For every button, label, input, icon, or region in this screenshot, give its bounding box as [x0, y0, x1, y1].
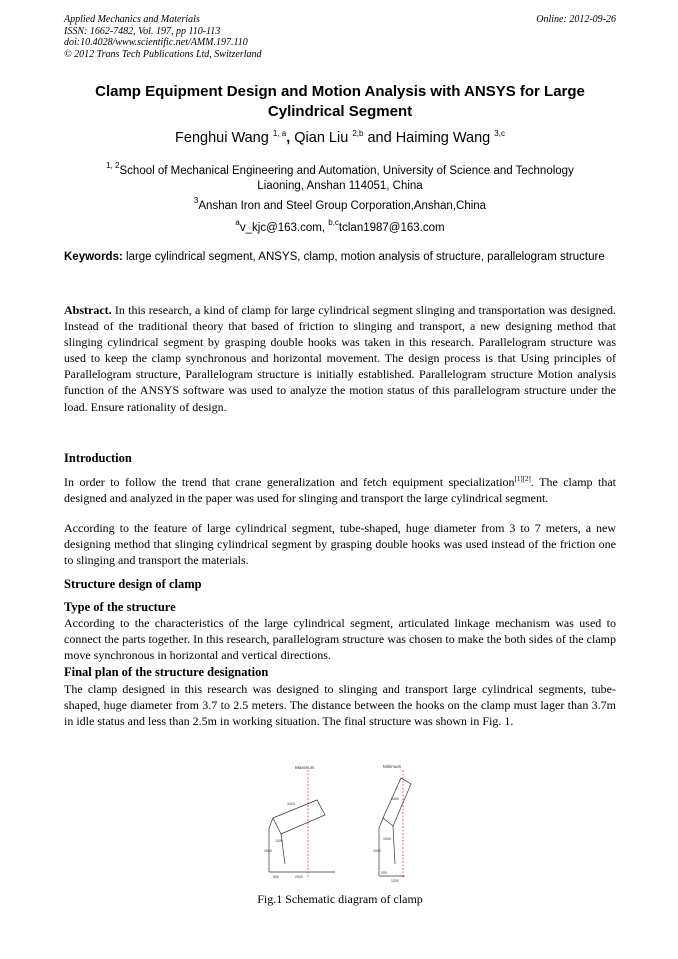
intro-p1-text-a: In order to follow the trend that crane generalization and fetch equipment specialization — [64, 475, 515, 489]
journal-header — [64, 14, 616, 60]
label-minimum: Minimum — [383, 764, 402, 769]
email-bc: tclan1987@163.com — [338, 222, 445, 234]
introduction-paragraph-1 — [64, 471, 616, 506]
author-comma: , — [286, 130, 291, 146]
final-plan-paragraph: The clamp designed in this research was designed to slinging and transport large cylindrical segments, tube-shaped, huge diameter from 3.7 to 2.5 meters. The distance between the hooks on the clamp must lager than 3.7m in idle status and less than 2.5m in working situation. The final structure was shown in Fig. 1. — [64, 682, 616, 729]
affil-3-mark: 3 — [193, 196, 199, 205]
keywords — [64, 250, 616, 265]
title-line-2: Cylindrical Segment — [267, 103, 413, 120]
structure-type-subheading: Type of the structure — [64, 600, 176, 614]
dim-diag-left: 3400 — [287, 802, 295, 806]
affiliation-1 — [64, 158, 616, 194]
dim-small-left: 1000 — [275, 839, 283, 843]
journal-name: Applied Mechanics and Materials — [64, 14, 200, 25]
structure-heading: Structure design of clamp — [64, 577, 202, 591]
structure-type-paragraph: According to the characteristics of the large cylindrical segment, articulated linkage mechanism was used to connect the parts together. In this research, parallelogram structure was chosen to make the both sides of the clamp move synchronous in horizontal and vertical directions. — [64, 616, 616, 663]
intro-citation: [1][2] — [514, 475, 531, 483]
final-plan-subheading: Final plan of the structure designation — [64, 665, 269, 679]
author-1-affil: 1, a — [272, 129, 287, 138]
affil-3-text: Anshan Iron and Steel Group Corporation,Anshan,China — [198, 200, 487, 212]
email-a: v_kjc@163.com, — [239, 222, 329, 234]
abstract-text: In this research, a kind of clamp for large cylindrical segment slinging and transportation was designed. Instead of the traditional theory that based of friction to slinging and transport, a new designing method that slinging cylindrical segment by grasping double hooks was taken in this research. Parallelogram structure was used to keep the clamp synchronous and horizontal movement. The design process is that Using principles of Parallelogram structure, Parallelogram structure is initially established. Parallelogram structure Motion analysis function of the ANSYS software was used to analyze the motion status of this parallelogram structure under the load. Ensure rationality of design. — [64, 303, 616, 414]
author-list — [64, 129, 616, 146]
affil-1-line-1: School of Mechanical Engineering and Automation, University of Science and Technology — [119, 165, 574, 177]
keywords-label: Keywords: — [64, 251, 123, 263]
dim-vert-left: 2000 — [264, 849, 272, 853]
dim-vert-right: 2000 — [373, 849, 381, 853]
affiliation-3 — [64, 193, 616, 214]
figure-caption: Fig.1 Schematic diagram of clamp — [257, 892, 423, 906]
parallelogram-link-right — [383, 778, 411, 826]
copyright-line: © 2012 Trans Tech Publications Ltd, Switzerland — [64, 48, 262, 60]
email-bc-mark: b,c — [328, 218, 339, 227]
author-1: Fenghui Wang — [175, 130, 269, 146]
author-emails — [64, 215, 616, 236]
author-3-affil: 3,c — [494, 129, 505, 138]
parallelogram-link-left — [273, 800, 325, 834]
paper-title — [64, 82, 616, 122]
abstract — [64, 302, 616, 415]
introduction-paragraph-2: According to the feature of large cylindrical segment, tube-shaped, huge diameter from 3 to 7 meters, a new designing method that slinging cylindrical segment by grasping double hooks was used instead of the friction one to slinging and transport the materials. — [64, 521, 616, 568]
dim-bottom1-right: 200 — [381, 871, 387, 875]
doi-line: doi:10.4028/www.scientific.net/AMM.197.110 — [64, 37, 248, 48]
affil-1-line-2: Liaoning, Anshan 114051, China — [257, 180, 423, 192]
keywords-text: large cylindrical segment, ANSYS, clamp, motion analysis of structure, parallelogram structure — [122, 251, 605, 263]
dim-bottom1-left: 500 — [273, 875, 279, 879]
affil-1-mark: 1, 2 — [106, 161, 120, 170]
clamp-schematic-figure — [255, 760, 435, 888]
hook-tip-right — [379, 818, 383, 828]
author-2: Qian Liu — [294, 130, 349, 146]
dim-small-right: 1000 — [383, 837, 391, 841]
intro-p1-text-b: . The clamp that designed and analyzed in the paper was used for slinging and transport the large cylindrical segment. — [64, 475, 616, 506]
hook-arm-right — [393, 826, 395, 864]
author-3: and Haiming Wang — [367, 130, 491, 146]
title-line-1: Clamp Equipment Design and Motion Analysis with ANSYS for Large — [95, 83, 585, 100]
dim-diag-right: 3400 — [391, 797, 399, 801]
introduction-heading: Introduction — [64, 451, 132, 465]
author-2-affil: 2,b — [352, 129, 364, 138]
issn-line: ISSN: 1662-7482, Vol. 197, pp 110-113 — [64, 25, 221, 37]
hook-tip-left — [269, 818, 273, 828]
dim-bottom2-left: 2000 — [295, 875, 303, 879]
online-date: Online: 2012-09-26 — [536, 14, 616, 25]
abstract-label: Abstract. — [64, 303, 112, 317]
clamp-maximum-drawing — [264, 765, 335, 879]
clamp-minimum-drawing — [373, 764, 411, 883]
dim-bottom2-right: 1200 — [391, 879, 399, 883]
label-maximum: Maximum — [295, 765, 315, 770]
email-a-mark: a — [235, 218, 240, 227]
